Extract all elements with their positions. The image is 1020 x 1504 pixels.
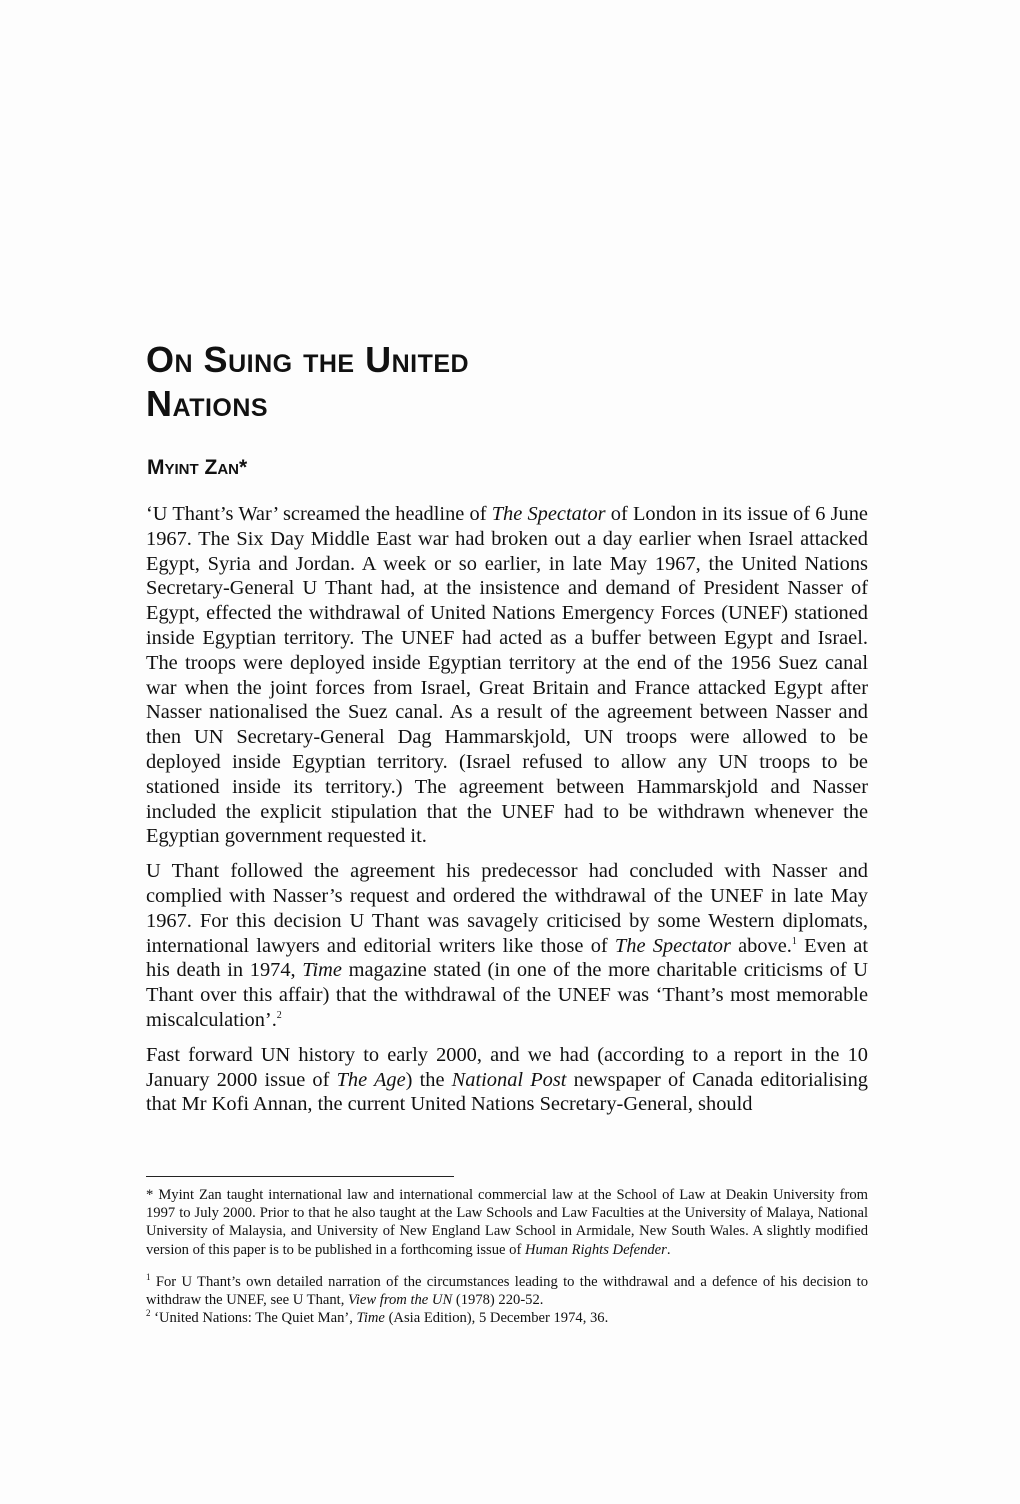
footnotes bbox=[146, 1186, 868, 1327]
paragraph-text: U Thant followed the agreement his predecessor had concluded with Nasser and complied with Nasser’s request and ordered the withdrawal of the UNEF in late May 1967. For this decision U Thant was savagely criticised by some Western diplomats, international lawyers and editorial writers like those of bbox=[146, 860, 868, 957]
article-title-line-2: Nations bbox=[146, 383, 269, 424]
footnote-text: (Asia Edition), 5 December 1974, 36. bbox=[384, 1310, 609, 1327]
paragraph-text: Even at his death in 1974, bbox=[146, 934, 868, 982]
footnote-mark: 2 bbox=[146, 1308, 151, 1319]
publication-title: National Post bbox=[451, 1068, 567, 1091]
publication-title: View from the UN bbox=[348, 1292, 453, 1309]
footnote-2 bbox=[146, 1309, 868, 1327]
article-title bbox=[146, 338, 766, 426]
footnote-text: For U Thant’s own detailed narration of the circumstances leading to the withdrawal and a defence of his decision to withdraw the UNEF, see U Thant, bbox=[146, 1273, 868, 1309]
footnote-text: (1978) 220-52. bbox=[452, 1292, 544, 1309]
paragraph-text: newspaper of Canada editorialising that Mr Kofi Annan, the current United Nations Secretary-General, should bbox=[146, 1068, 868, 1116]
paragraph-text: above. bbox=[730, 934, 792, 957]
publication-title: Human Rights Defender bbox=[524, 1241, 667, 1258]
footnote-1 bbox=[146, 1273, 868, 1309]
paragraph-text: of London in its issue of 6 June 1967. The Six Day Middle East war had broken out a day earlier when Israel attacked Egypt, Syria and Jordan. A week or so earlier, in late May 1967, the United Nations Secretary-General U Thant had, at the insistence and demand of President Nasser of Egypt, effected the withdrawal of United Nations Emergency Forces (UNEF) stationed inside Egyptian territory. The UNEF had acted as a buffer between Egypt and Israel. The troops were deployed inside Egyptian territory at the end of the 1956 Suez canal war when the joint forces from Israel, Great Britain and France attacked Egypt after Nasser nationalised the Suez canal. As a result of the agreement between Nasser and then UN Secretary-General Dag Hammarskjold, UN troops were allowed to be deployed inside Egyptian territory. (Israel refused to allow any UN troops to be stationed inside its territory.) The agreement between Hammarskjold and Nasser included the explicit stipulation that the UNEF had to be withdrawn whenever the Egyptian government requested it. bbox=[146, 503, 868, 848]
publication-title: Time bbox=[356, 1310, 385, 1327]
publication-title: The Spectator bbox=[491, 503, 606, 525]
publication-title: The Spectator bbox=[614, 934, 731, 957]
paragraph-text: magazine stated (in one of the more charitable criticisms of U Thant over this affair) that the withdrawal of the UNEF was ‘Thant’s most memorable miscalculation’. bbox=[146, 959, 868, 1031]
body-paragraph-1 bbox=[146, 502, 868, 849]
footnote-mark: 1 bbox=[146, 1271, 151, 1282]
footnote-text: . bbox=[666, 1241, 671, 1258]
article-body bbox=[146, 502, 868, 1127]
footnote-mark: * bbox=[146, 1187, 154, 1203]
footnote-ref-2[interactable]: 2 bbox=[276, 1010, 282, 1022]
paragraph-text: ) the bbox=[405, 1068, 452, 1091]
footnote-text: ‘United Nations: The Quiet Man’, bbox=[150, 1310, 357, 1327]
article-title-line-1: On Suing the United bbox=[146, 339, 470, 380]
body-paragraph-2 bbox=[146, 859, 868, 1033]
body-paragraph-3 bbox=[146, 1043, 868, 1117]
footnote-ref-1[interactable]: 1 bbox=[791, 935, 797, 947]
publication-title: The Age bbox=[336, 1068, 406, 1091]
author-name: Myint Zan* bbox=[147, 456, 248, 479]
paragraph-text: ‘U Thant’s War’ screamed the headline of bbox=[146, 503, 492, 525]
paragraph-text: Fast forward UN history to early 2000, and we had (according to a report in the 10 January 2000 issue of bbox=[146, 1043, 868, 1091]
publication-title: Time bbox=[302, 959, 342, 982]
footnote-gap bbox=[146, 1259, 868, 1273]
footnote-author bbox=[146, 1186, 868, 1259]
footnote-divider bbox=[146, 1176, 454, 1177]
footnote-text: Myint Zan taught international law and international commercial law at the School of Law at Deakin University from 1997 to July 2000. Prior to that he also taught at the Law Schools and Law Faculties at the University of Malaya, National University of Malaysia, and University of New England Law School in Armidale, New South Wales. A slightly modified version of this paper is to be published in a forthcoming issue of bbox=[146, 1187, 868, 1258]
